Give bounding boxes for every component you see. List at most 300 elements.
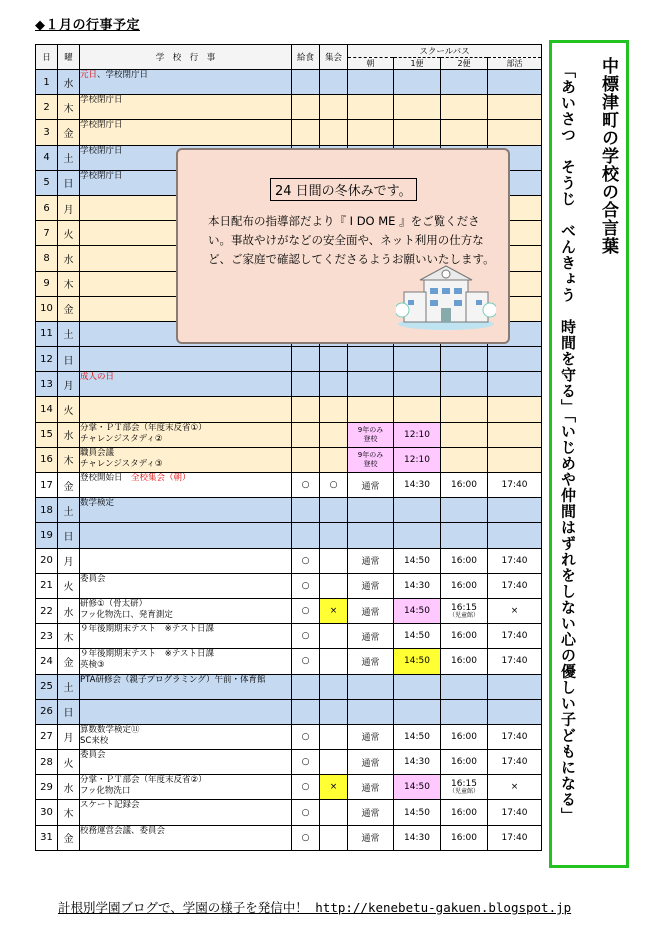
- weekday-cell: 月: [58, 724, 80, 749]
- event-text: 委員会: [80, 750, 106, 761]
- lunch-cell: [292, 523, 320, 548]
- weekday-cell: 金: [58, 296, 80, 321]
- bus-morning-cell: [348, 674, 394, 699]
- assembly-cell: [320, 120, 348, 145]
- lunch-cell: ○: [292, 598, 320, 623]
- bus-morning-cell: [348, 120, 394, 145]
- bus-second-time: 16:00: [451, 656, 477, 667]
- day-cell: 19: [36, 523, 58, 548]
- weekday-cell: 土: [58, 674, 80, 699]
- bus-first-cell: [394, 498, 441, 523]
- blog-footer-text: 計根別学園ブログで、学園の様子を発信中！ http://kenebetu-gakuen.blogspot.jp: [58, 900, 572, 915]
- schedule-row: [36, 699, 542, 724]
- day-cell: 28: [36, 750, 58, 775]
- event-cell: [80, 70, 292, 95]
- bus-second-cell: [441, 649, 488, 674]
- event-text: 登校開始日: [80, 473, 132, 483]
- weekday-cell: 水: [58, 70, 80, 95]
- assembly-cell: [320, 800, 348, 825]
- bus-morning-cell: 通常: [348, 775, 394, 800]
- event-text-second: SC来校: [80, 735, 109, 746]
- lunch-cell: ○: [292, 624, 320, 649]
- lunch-cell: [292, 699, 320, 724]
- bus-second-cell: [441, 699, 488, 724]
- bus-second-cell: [441, 498, 488, 523]
- schedule-row: [36, 70, 542, 95]
- assembly-cell: [320, 724, 348, 749]
- bus-morning-cell: [348, 95, 394, 120]
- header-weekday: 曜: [58, 45, 80, 70]
- bus-first-cell: [394, 347, 441, 372]
- bus-second-time: 16:00: [451, 731, 477, 742]
- assembly-cell: [320, 347, 348, 372]
- day-cell: 15: [36, 422, 58, 447]
- lunch-cell: ○: [292, 800, 320, 825]
- event-text-second: フッ化物洗口: [80, 786, 131, 797]
- bus-second-cell: [441, 95, 488, 120]
- day-cell: 21: [36, 573, 58, 598]
- day-cell: 14: [36, 397, 58, 422]
- bus-club-cell: 17:40: [488, 800, 542, 825]
- notice-title: 24 日間の冬休みです。: [270, 178, 417, 201]
- assembly-cell: [320, 750, 348, 775]
- event-cell: [80, 347, 292, 372]
- header-school-bus: スクールバス: [348, 45, 542, 58]
- bus-first-cell: 14:50: [394, 649, 441, 674]
- event-text-second: 英検③: [80, 660, 105, 671]
- bus-second-time: 16:00: [451, 555, 477, 566]
- bus-club-cell: [488, 372, 542, 397]
- bus-second-cell: [441, 598, 488, 623]
- event-text: PTA研修会（親子プログラミング）午前・体育館: [80, 674, 266, 685]
- event-cell: [80, 548, 292, 573]
- bus-first-cell: [394, 699, 441, 724]
- weekday-cell: 日: [58, 170, 80, 195]
- bus-morning-cell: 通常: [348, 750, 394, 775]
- day-cell: 4: [36, 145, 58, 170]
- bus-club-cell: [488, 422, 542, 447]
- blog-footer: [58, 898, 571, 916]
- lunch-cell: ○: [292, 775, 320, 800]
- bus-club-cell: ×: [488, 775, 542, 800]
- day-cell: 26: [36, 699, 58, 724]
- weekday-cell: 木: [58, 800, 80, 825]
- weekday-cell: 月: [58, 372, 80, 397]
- bus-first-cell: 14:50: [394, 724, 441, 749]
- event-cell: [80, 397, 292, 422]
- schedule-row: [36, 674, 542, 699]
- bus-first-cell: 12:10: [394, 447, 441, 472]
- bus-morning-cell: [348, 699, 394, 724]
- schedule-row: [36, 498, 542, 523]
- day-cell: 20: [36, 548, 58, 573]
- bus-second-time: 16:00: [451, 832, 477, 843]
- bus-club-cell: [488, 699, 542, 724]
- bus-club-cell: [488, 95, 542, 120]
- bus-second-time: 16:00: [451, 807, 477, 818]
- bus-morning-cell: 9年のみ 登校: [348, 447, 394, 472]
- bus-second-time: 16:15: [451, 602, 477, 613]
- header-day: 日: [36, 45, 58, 70]
- bus-morning-cell: [348, 70, 394, 95]
- schedule-row: [36, 473, 542, 498]
- bus-first-cell: [394, 70, 441, 95]
- event-text: 職員会議: [80, 447, 115, 458]
- school-building-icon: [396, 260, 496, 332]
- event-cell: [80, 447, 292, 472]
- bus-first-cell: 14:50: [394, 800, 441, 825]
- bus-club-cell: 17:40: [488, 624, 542, 649]
- weekday-cell: 土: [58, 145, 80, 170]
- bus-club-cell: [488, 498, 542, 523]
- bus-second-cell: [441, 825, 488, 850]
- header-assembly: 集会: [320, 45, 348, 70]
- weekday-cell: 月: [58, 195, 80, 220]
- weekday-cell: 日: [58, 347, 80, 372]
- schedule-row: [36, 775, 542, 800]
- schedule-row: [36, 397, 542, 422]
- day-cell: 1: [36, 70, 58, 95]
- assembly-cell: [320, 548, 348, 573]
- day-cell: 27: [36, 724, 58, 749]
- event-cell: [80, 473, 292, 498]
- assembly-cell: [320, 70, 348, 95]
- event-text: 、学校閉庁日: [97, 70, 149, 80]
- schedule-row: [36, 422, 542, 447]
- lunch-cell: [292, 372, 320, 397]
- assembly-cell: [320, 372, 348, 397]
- lunch-cell: ○: [292, 724, 320, 749]
- bus-second-cell: [441, 422, 488, 447]
- bus-second-cell: [441, 724, 488, 749]
- lunch-cell: ○: [292, 750, 320, 775]
- bus-second-cell: [441, 800, 488, 825]
- assembly-cell: ×: [320, 598, 348, 623]
- slogan-box: [549, 40, 629, 868]
- assembly-cell: ×: [320, 775, 348, 800]
- day-cell: 13: [36, 372, 58, 397]
- assembly-cell: [320, 523, 348, 548]
- weekday-cell: 日: [58, 523, 80, 548]
- bus-morning-cell: 通常: [348, 724, 394, 749]
- weekday-cell: 火: [58, 397, 80, 422]
- event-cell: [80, 372, 292, 397]
- bus-first-cell: 14:30: [394, 825, 441, 850]
- assembly-cell: [320, 674, 348, 699]
- event-cell: [80, 498, 292, 523]
- lunch-cell: [292, 422, 320, 447]
- day-cell: 10: [36, 296, 58, 321]
- event-cell: [80, 775, 292, 800]
- bus-club-cell: 17:40: [488, 473, 542, 498]
- bus-club-cell: 17:40: [488, 573, 542, 598]
- bus-morning-cell: 9年のみ 登校: [348, 422, 394, 447]
- bus-second-cell: [441, 70, 488, 95]
- weekday-cell: 火: [58, 750, 80, 775]
- weekday-cell: 金: [58, 649, 80, 674]
- weekday-cell: 土: [58, 321, 80, 346]
- day-cell: 5: [36, 170, 58, 195]
- bus-second-cell: [441, 347, 488, 372]
- bus-second-time: 16:00: [451, 580, 477, 591]
- bus-first-cell: 14:30: [394, 473, 441, 498]
- bus-morning-cell: 通常: [348, 825, 394, 850]
- day-cell: 16: [36, 447, 58, 472]
- bus-second-cell: [441, 548, 488, 573]
- event-cell: [80, 422, 292, 447]
- event-text-second: フッ化物洗口、発育測定: [80, 609, 173, 620]
- event-cell: [80, 750, 292, 775]
- schedule-row: [36, 624, 542, 649]
- lunch-cell: ○: [292, 473, 320, 498]
- lunch-cell: [292, 447, 320, 472]
- header-lunch: 給食: [292, 45, 320, 70]
- bus-club-cell: [488, 447, 542, 472]
- lunch-cell: [292, 70, 320, 95]
- day-cell: 25: [36, 674, 58, 699]
- assembly-cell: ○: [320, 473, 348, 498]
- bus-club-cell: [488, 397, 542, 422]
- bus-club-cell: 17:40: [488, 649, 542, 674]
- weekday-cell: 金: [58, 120, 80, 145]
- section-heading: ◆１月の行事予定: [35, 18, 140, 33]
- lunch-cell: [292, 347, 320, 372]
- bus-second-note: （児童館）: [448, 611, 479, 619]
- weekday-cell: 水: [58, 246, 80, 271]
- schedule-row: [36, 825, 542, 850]
- schedule-row: [36, 95, 542, 120]
- weekday-cell: 木: [58, 447, 80, 472]
- event-cell: [80, 649, 292, 674]
- bus-first-cell: [394, 372, 441, 397]
- day-cell: 31: [36, 825, 58, 850]
- bus-second-time: 16:00: [451, 631, 477, 642]
- bus-club-cell: 17:40: [488, 548, 542, 573]
- bus-morning-cell: [348, 523, 394, 548]
- schedule-row: [36, 548, 542, 573]
- weekday-cell: 火: [58, 221, 80, 246]
- event-text: 学校閉庁日: [80, 170, 123, 181]
- weekday-cell: 木: [58, 624, 80, 649]
- assembly-cell: [320, 422, 348, 447]
- bus-morning-cell: 通常: [348, 649, 394, 674]
- header-bus-club: 部活: [488, 58, 542, 70]
- schedule-row: [36, 120, 542, 145]
- bus-second-cell: [441, 120, 488, 145]
- assembly-cell: [320, 825, 348, 850]
- winter-break-notice: [176, 148, 510, 344]
- header-bus-second: 2便: [441, 58, 488, 70]
- event-cell: [80, 800, 292, 825]
- slogan-title: 中標津町の学校の合言葉: [598, 57, 618, 255]
- schedule-row: [36, 649, 542, 674]
- bus-second-cell: [441, 674, 488, 699]
- event-text: 学校閉庁日: [80, 95, 123, 106]
- bus-morning-cell: [348, 347, 394, 372]
- bus-second-cell: [441, 397, 488, 422]
- weekday-cell: 水: [58, 422, 80, 447]
- bus-first-cell: 14:30: [394, 573, 441, 598]
- weekday-cell: 月: [58, 548, 80, 573]
- day-cell: 8: [36, 246, 58, 271]
- schedule-row: [36, 372, 542, 397]
- lunch-cell: ○: [292, 548, 320, 573]
- event-text: ９年後期期末テスト ※テスト日課: [80, 624, 214, 635]
- bus-first-cell: [394, 523, 441, 548]
- day-cell: 9: [36, 271, 58, 296]
- bus-first-cell: [394, 397, 441, 422]
- weekday-cell: 水: [58, 598, 80, 623]
- day-cell: 29: [36, 775, 58, 800]
- event-text-second: チャレンジスタディ③: [80, 458, 163, 469]
- event-text: 成人の日: [80, 372, 115, 383]
- header-event: 学 校 行 事: [80, 45, 292, 70]
- event-text: スケート記録会: [80, 800, 140, 811]
- bus-morning-cell: 通常: [348, 598, 394, 623]
- bus-morning-cell: 通常: [348, 624, 394, 649]
- bus-first-cell: [394, 95, 441, 120]
- bus-second-cell: [441, 750, 488, 775]
- day-cell: 3: [36, 120, 58, 145]
- schedule-row: [36, 347, 542, 372]
- event-text: 学校閉庁日: [80, 145, 123, 156]
- lunch-cell: [292, 120, 320, 145]
- assembly-cell: [320, 397, 348, 422]
- bus-club-cell: [488, 70, 542, 95]
- header-bus-first: 1便: [394, 58, 441, 70]
- event-cell: [80, 699, 292, 724]
- bus-club-cell: [488, 523, 542, 548]
- bus-second-cell: [441, 372, 488, 397]
- lunch-cell: ○: [292, 573, 320, 598]
- day-cell: 24: [36, 649, 58, 674]
- schedule-row: [36, 750, 542, 775]
- bus-first-cell: [394, 674, 441, 699]
- event-cell: [80, 674, 292, 699]
- schedule-row: [36, 447, 542, 472]
- schedule-row: [36, 573, 542, 598]
- day-cell: 22: [36, 598, 58, 623]
- bus-second-cell: [441, 523, 488, 548]
- event-cell: [80, 573, 292, 598]
- event-highlight: 全校集会（朝）: [131, 473, 191, 483]
- event-text: 分掌・ＰＴ部会（年度末反省②）: [80, 775, 207, 786]
- day-cell: 11: [36, 321, 58, 346]
- lunch-cell: [292, 498, 320, 523]
- day-cell: 2: [36, 95, 58, 120]
- assembly-cell: [320, 649, 348, 674]
- day-cell: 23: [36, 624, 58, 649]
- event-cell: [80, 598, 292, 623]
- weekday-cell: 土: [58, 498, 80, 523]
- day-cell: 7: [36, 221, 58, 246]
- bus-morning-cell: 通常: [348, 548, 394, 573]
- bus-second-note: （児童館）: [448, 787, 479, 795]
- bus-morning-cell: [348, 397, 394, 422]
- bus-second-cell: [441, 624, 488, 649]
- slogan-text: 「あいさつ そうじ べんきょう 時間を守る」「いじめや仲間はずれをしない心の優しい子どもになる」: [559, 63, 577, 824]
- event-text: 委員会: [80, 573, 106, 584]
- event-holiday: 元日: [80, 70, 98, 80]
- lunch-cell: [292, 95, 320, 120]
- assembly-cell: [320, 573, 348, 598]
- day-cell: 18: [36, 498, 58, 523]
- bus-club-cell: 17:40: [488, 724, 542, 749]
- event-cell: [80, 120, 292, 145]
- day-cell: 30: [36, 800, 58, 825]
- bus-second-time: 16:00: [451, 480, 477, 491]
- bus-second-cell: [441, 473, 488, 498]
- day-cell: 17: [36, 473, 58, 498]
- bus-first-cell: 14:50: [394, 598, 441, 623]
- bus-club-cell: [488, 120, 542, 145]
- lunch-cell: ○: [292, 649, 320, 674]
- bus-club-cell: [488, 347, 542, 372]
- lunch-cell: [292, 397, 320, 422]
- schedule-row: [36, 598, 542, 623]
- event-text: ９年後期期末テスト ※テスト日課: [80, 649, 214, 660]
- event-text: 研修①（骨太研）: [80, 598, 148, 609]
- weekday-cell: 金: [58, 473, 80, 498]
- weekday-cell: 日: [58, 699, 80, 724]
- lunch-cell: [292, 674, 320, 699]
- day-cell: 6: [36, 195, 58, 220]
- assembly-cell: [320, 447, 348, 472]
- bus-morning-cell: 通常: [348, 473, 394, 498]
- bus-morning-cell: [348, 498, 394, 523]
- assembly-cell: [320, 699, 348, 724]
- bus-second-time: 16:00: [451, 757, 477, 768]
- bus-second-cell: [441, 573, 488, 598]
- event-text: 分掌・ＰＴ部会（年度末反省①）: [80, 422, 207, 433]
- weekday-cell: 水: [58, 775, 80, 800]
- bus-first-cell: 14:50: [394, 548, 441, 573]
- bus-morning-cell: 通常: [348, 800, 394, 825]
- bus-second-time: 16:15: [451, 778, 477, 789]
- day-cell: 12: [36, 347, 58, 372]
- assembly-cell: [320, 95, 348, 120]
- schedule-row: [36, 724, 542, 749]
- event-text: 算数数学検定⑪: [80, 724, 140, 735]
- bus-first-cell: 14:50: [394, 775, 441, 800]
- bus-second-cell: [441, 447, 488, 472]
- event-cell: [80, 624, 292, 649]
- event-text-second: チャレンジスタディ②: [80, 433, 163, 444]
- event-text: 学校閉庁日: [80, 120, 123, 131]
- bus-club-cell: 17:40: [488, 825, 542, 850]
- bus-first-cell: 14:50: [394, 624, 441, 649]
- schedule-row: [36, 523, 542, 548]
- bus-morning-cell: [348, 372, 394, 397]
- weekday-cell: 火: [58, 573, 80, 598]
- bus-morning-cell: 通常: [348, 573, 394, 598]
- bus-first-cell: [394, 120, 441, 145]
- weekday-cell: 木: [58, 95, 80, 120]
- bus-first-cell: 14:30: [394, 750, 441, 775]
- bus-club-cell: [488, 674, 542, 699]
- assembly-cell: [320, 498, 348, 523]
- bus-second-cell: [441, 775, 488, 800]
- bus-club-cell: ×: [488, 598, 542, 623]
- notice-body: 本日配布の指導部だより『 I DO ME 』をご覧ください。事故やけがなどの安全面や、ネット利用の仕方など、ご家庭で確認してくださるようお願いいたします。: [208, 214, 495, 266]
- event-cell: [80, 95, 292, 120]
- assembly-cell: [320, 624, 348, 649]
- event-text: 数学検定: [80, 498, 115, 509]
- event-cell: [80, 523, 292, 548]
- event-cell: [80, 724, 292, 749]
- lunch-cell: ○: [292, 825, 320, 850]
- event-text: 校務運営会議、委員会: [80, 825, 166, 836]
